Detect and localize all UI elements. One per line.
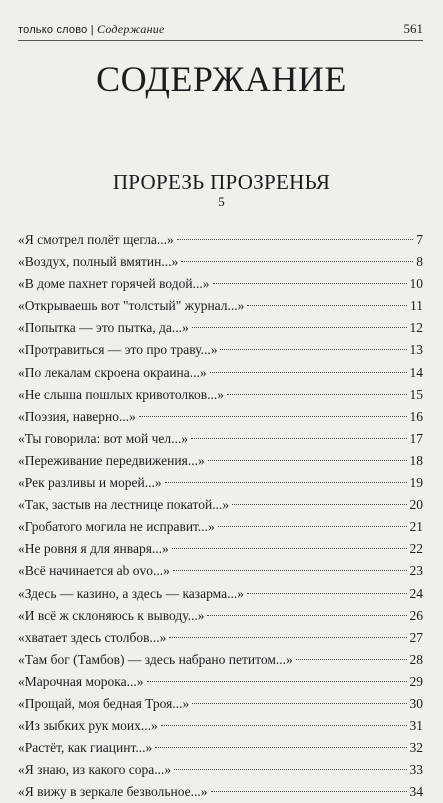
toc-entry-title: «Переживание передвижения...» <box>18 452 205 468</box>
toc-leader-dots <box>174 769 406 770</box>
header-section-name: Содержание <box>97 22 165 36</box>
section-title: ПРОРЕЗЬ ПРОЗРЕНЬЯ <box>112 170 331 194</box>
toc-leader-dots <box>161 725 407 726</box>
toc-entry <box>18 693 423 715</box>
toc-entry-page: 10 <box>409 276 423 292</box>
toc-entry-title: «Прощай, моя бедная Троя...» <box>18 695 190 711</box>
toc-entry-page: 22 <box>409 541 423 557</box>
toc-leader-dots <box>173 570 407 571</box>
toc-entry-page: 29 <box>409 673 423 689</box>
toc-leader-dots <box>165 482 407 483</box>
toc-entry-title: «Воздух, полный вмятин...» <box>18 254 179 270</box>
toc-leader-dots <box>211 791 407 792</box>
toc-entry <box>18 560 423 582</box>
toc-entry-page: 19 <box>409 475 423 491</box>
toc-entry-title: «Здесь — казино, а здесь — казарма...» <box>18 585 244 601</box>
toc-leader-dots <box>147 681 407 682</box>
toc-leader-dots <box>296 659 407 660</box>
toc-entry-title: «Из зыбких рук моих...» <box>18 718 158 734</box>
toc-leader-dots <box>192 703 406 704</box>
toc-entry <box>18 428 423 450</box>
toc-entry-title: «Растёт, как гиацинт...» <box>18 740 153 756</box>
toc-entry <box>18 759 423 781</box>
toc-entry-title: «Я вижу в зеркале безвольное...» <box>18 784 208 800</box>
toc-entry-page: 32 <box>409 740 423 756</box>
toc-entry-page: 18 <box>409 452 423 468</box>
toc-leader-dots <box>191 438 407 439</box>
toc-entry <box>18 406 423 428</box>
toc-entry <box>18 494 423 516</box>
toc-entry <box>18 516 423 538</box>
toc-entry-title: «В доме пахнет горячей водой...» <box>18 276 210 292</box>
toc-entry-page: 14 <box>409 364 423 380</box>
toc-entry <box>18 538 423 560</box>
book-part-name: только слово <box>18 24 88 36</box>
toc-leader-dots <box>172 548 407 549</box>
toc-leader-dots <box>210 372 407 373</box>
toc-leader-dots <box>192 327 407 328</box>
toc-entry-title: «И всё ж склоняюсь к выводу...» <box>18 607 205 623</box>
toc-entry-title: «Так, застыв на лестнице покатой...» <box>18 497 230 513</box>
toc-entry-title: «Там бог (Тамбов) — здесь набрано петитом...» <box>18 651 293 667</box>
toc-leader-dots <box>181 261 413 262</box>
toc-entry-page: 27 <box>409 629 423 645</box>
toc-leader-dots <box>213 283 407 284</box>
toc-leader-dots <box>220 349 406 350</box>
header-separator: | <box>90 24 94 36</box>
toc-entry-page: 26 <box>409 607 423 623</box>
toc-entry-page: 12 <box>409 320 423 336</box>
toc-entry-title: «Рек разливы и морей...» <box>18 475 162 491</box>
toc-entry-title: «Поэзия, наверно...» <box>18 408 136 424</box>
toc-leader-dots <box>218 526 407 527</box>
toc-leader-dots <box>232 504 406 505</box>
toc-entry <box>18 229 423 251</box>
page-number: 561 <box>403 21 423 36</box>
toc-leader-dots <box>207 615 406 616</box>
toc-entry-title: «Я знаю, из какого сора...» <box>18 762 172 778</box>
running-head-label <box>18 22 165 37</box>
toc-leader-dots <box>177 239 413 240</box>
toc-entry-page: 13 <box>409 342 423 358</box>
toc-leader-dots <box>227 394 406 395</box>
toc-entry <box>18 384 423 406</box>
toc-entry <box>18 649 423 671</box>
toc-entry <box>18 715 423 737</box>
toc-entry-title: «Всё начинается ab ovo...» <box>18 563 170 579</box>
toc-entry <box>18 583 423 605</box>
section-page-number: 5 <box>218 194 225 209</box>
toc-entry-title: «Гробатого могила не исправит...» <box>18 519 215 535</box>
toc-leader-dots <box>155 747 406 748</box>
toc-leader-dots <box>247 305 407 306</box>
toc-entry-title: «хватает здесь столбов...» <box>18 629 167 645</box>
toc-entry-page: 15 <box>409 386 423 402</box>
toc-entry-page: 17 <box>409 430 423 446</box>
toc-entry <box>18 605 423 627</box>
toc-entry <box>18 251 423 273</box>
toc-entry <box>18 627 423 649</box>
toc-leader-dots <box>247 593 407 594</box>
toc-entry-title: «Ты говорила: вот мой чел...» <box>18 430 188 446</box>
toc-entry <box>18 362 423 384</box>
toc-entry-page: 24 <box>409 585 423 601</box>
toc-entry <box>18 671 423 693</box>
toc-list <box>18 229 423 803</box>
toc-entry-title: «Протравиться — это про траву...» <box>18 342 218 358</box>
toc-entry <box>18 450 423 472</box>
toc-entry <box>18 295 423 317</box>
toc-entry-page: 8 <box>416 254 423 270</box>
toc-entry-page: 33 <box>409 762 423 778</box>
page-title: СОДЕРЖАНИЕ <box>96 59 347 99</box>
toc-entry-page: 34 <box>409 784 423 800</box>
toc-entry-page: 11 <box>410 298 423 314</box>
toc-entry <box>18 737 423 759</box>
toc-entry-page: 16 <box>409 408 423 424</box>
header-rule <box>18 40 423 41</box>
toc-entry-page: 31 <box>409 718 423 734</box>
running-head <box>18 22 423 37</box>
toc-entry-title: «Не слыша пошлых кривотолков...» <box>18 386 225 402</box>
toc-entry-title: «Я смотрел полёт щегла...» <box>18 232 174 247</box>
toc-leader-dots <box>139 416 407 417</box>
toc-entry <box>18 339 423 361</box>
toc-entry-page: 20 <box>409 497 423 513</box>
toc-entry-title: «Открываешь вот "толстый" журнал...» <box>18 298 245 314</box>
toc-entry-page: 21 <box>409 519 423 535</box>
toc-entry-page: 30 <box>409 695 423 711</box>
toc-entry-title: «По лекалам скроена окраина...» <box>18 364 207 380</box>
toc-entry-page: 23 <box>409 563 423 579</box>
toc-entry <box>18 273 423 295</box>
toc-leader-dots <box>169 637 406 638</box>
toc-leader-dots <box>208 460 407 461</box>
toc-entry <box>18 472 423 494</box>
toc-entry <box>18 317 423 339</box>
toc-entry-page: 7 <box>416 232 423 247</box>
toc-entry-page: 28 <box>409 651 423 667</box>
toc-entry-title: «Попытка — это пытка, да...» <box>18 320 189 336</box>
toc-entry-title: «Марочная морока...» <box>18 673 144 689</box>
toc-entry <box>18 781 423 803</box>
toc-entry-title: «Не ровня я для января...» <box>18 541 169 557</box>
